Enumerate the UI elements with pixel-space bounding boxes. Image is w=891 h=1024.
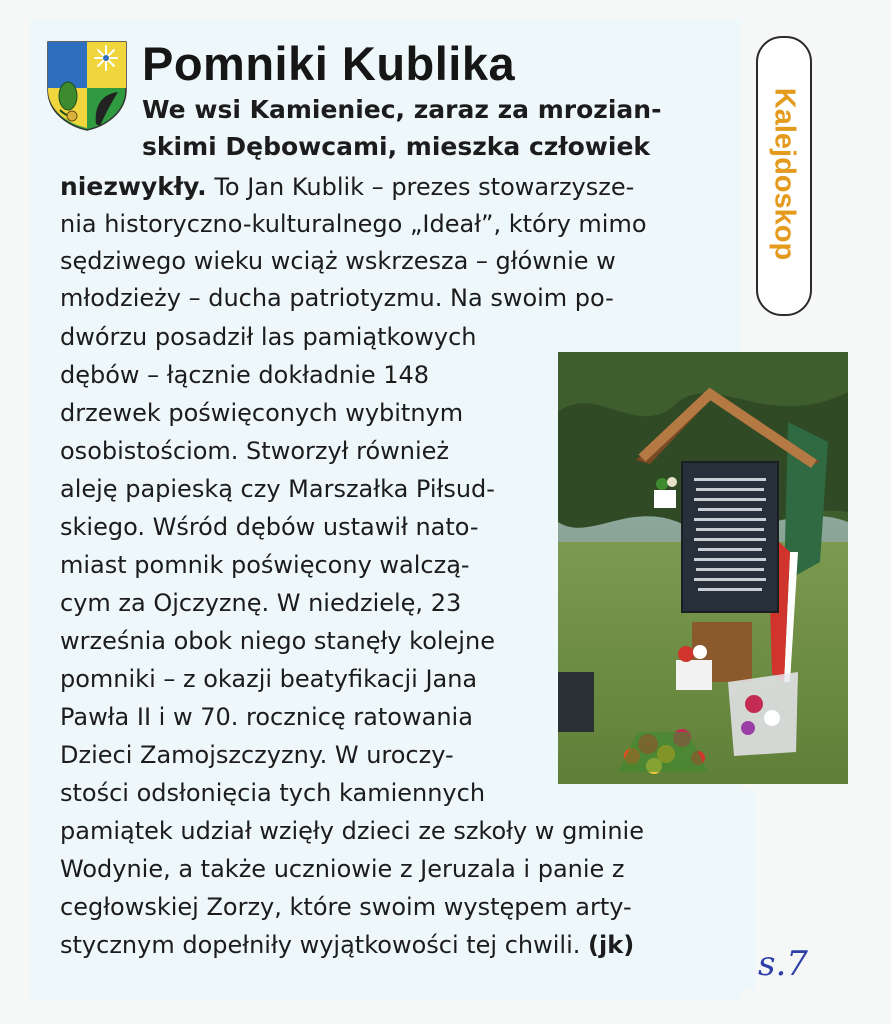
body-line: drzewek poświęconych wybitnym (60, 399, 464, 427)
paragraph-last-line (60, 930, 634, 960)
body-line: miast pomnik poświęcony walczą- (60, 551, 470, 579)
body-line: stości odsłonięcia tych kamiennych (60, 779, 486, 807)
body-line: aleję papieską czy Marszałka Piłsud- (60, 475, 495, 503)
body-line: nia historyczno-kulturalnego „Ideał”, który mimo (60, 210, 647, 238)
body-line: dębów – łącznie dokładnie 148 (60, 361, 430, 389)
body-line: skiego. Wśród dębów ustawił nato- (60, 513, 479, 541)
body-line: sędziwego wieku wciąż wskrzesza – głównie w (60, 247, 616, 275)
body-line: cegłowskiej Zorzy, które swoim występem arty- (60, 893, 632, 921)
body-line: cym za Ojczyznę. W niedzielę, 23 (60, 589, 462, 617)
body-line: osobistościom. Stworzył również (60, 437, 450, 465)
body-line: pamiątek udział wzięły dzieci ze szkoły w gminie (60, 817, 644, 845)
last-line-text: stycznym dopełniły wyjątkowości tej chwili. (60, 931, 581, 959)
coat-of-arms-icon (46, 40, 128, 132)
handwritten-page-number: s.7 (758, 944, 808, 984)
body-line: Pawła II i w 70. rocznicę ratowania (60, 703, 473, 731)
body-line: dwórzu posadził las pamiątkowych (60, 323, 477, 351)
author-tag: (jk) (588, 931, 635, 959)
body-first-text: To Jan Kublik – prezes stowarzysze- (214, 173, 635, 201)
body-line: młodzieży – ducha patriotyzmu. Na swoim po- (60, 284, 614, 312)
body-line: pomniki – z okazji beatyfikacji Jana (60, 665, 478, 693)
article-panel-edge (736, 790, 756, 990)
paragraph-first-line (60, 172, 634, 202)
body-line: Dzieci Zamojszczyzny. W uroczy- (60, 741, 454, 769)
lead-line: skimi Dębowcami, mieszka człowiek (142, 132, 651, 161)
lead-end: niezwykły. (60, 172, 207, 201)
memorial-photo (558, 352, 848, 784)
lead-line: We wsi Kamieniec, zaraz za mrozian- (142, 95, 662, 124)
section-tab-label: Kalejdoskop (768, 87, 801, 261)
body-line: Wodynie, a także uczniowie z Jeruzala i panie z (60, 855, 625, 883)
article-title: Pomniki Kublika (142, 37, 516, 90)
body-line: września obok niego stanęły kolejne (60, 627, 495, 655)
